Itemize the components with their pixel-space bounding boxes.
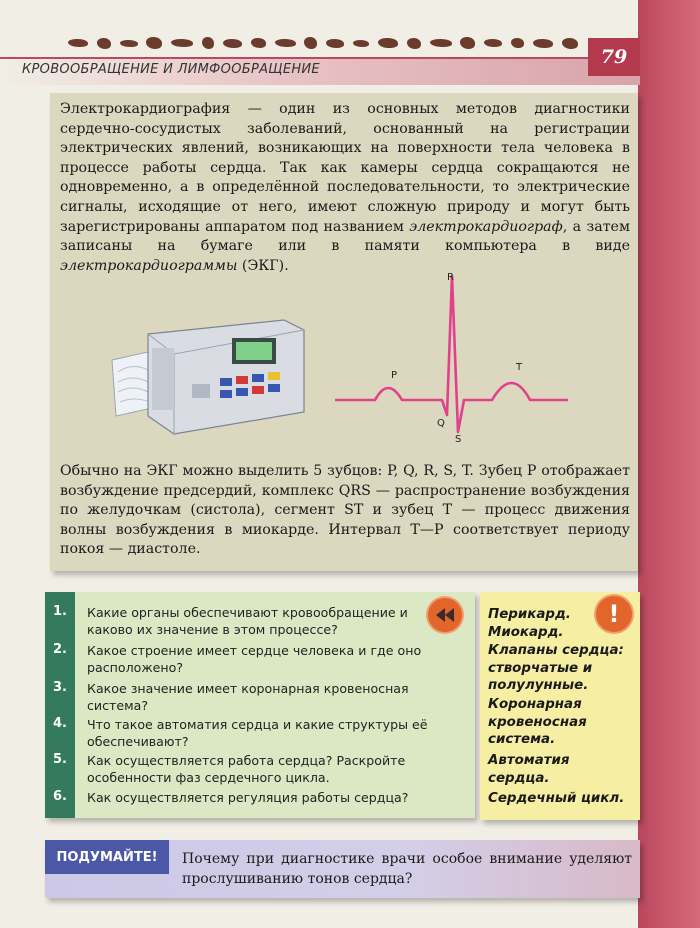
key-term: Коронарная кровеносная система.	[488, 697, 587, 747]
key-term: Миокард.	[488, 625, 564, 640]
paragraph-ecg-intro-part2: , а затем записаны на бумаге или в памяти компьютера в виде	[60, 218, 630, 255]
question-text: Что такое автоматия сердца и какие структуры её обеспечивают?	[87, 717, 428, 749]
question-number: 2.	[53, 642, 67, 657]
question-text: Какое строение имеет сердце человека и где оно расположено?	[87, 643, 422, 675]
think-question: Почему при диагностике врачи особое внимание уделяют прослушиванию тонов сердца?	[182, 851, 632, 887]
page-number: 79	[600, 46, 628, 68]
exclamation-icon: !	[596, 596, 632, 632]
question-item	[45, 789, 475, 823]
ecg-label-r: R	[447, 272, 454, 283]
paragraph-ecg-waves: Обычно на ЭКГ можно выделить 5 зубцов: P, Q, R, S, T. Зубец P отображает возбуждение предсердий, комплекс QRS — распространение возбуждения по желудочкам (систола), сегмент ST и зубец T — процесс движения волны возбуждения в миокарде. Интервал T—P соответствует периоду покоя — диастоле.	[60, 463, 630, 558]
paragraph-ecg-intro	[60, 100, 630, 276]
key-term: Перикард.	[488, 607, 571, 622]
rewind-icon	[428, 598, 462, 632]
ecg-line	[335, 276, 568, 432]
paragraph-ecg-intro-part1: Электрокардиография — один из основных методов диагностики сердечно-сосудистых заболеваний, основанный на регистрации электрических явлений, возникающих на поверхности тела человека в процессе работы сердца. Так как камеры сердца сокращаются не одновременно, а в определённой последовательности, то электрические сигналы, исходящие от него, имеют сложную природу и могут быть зарегистрированы аппаратом под названием	[60, 101, 630, 235]
question-text: Какое значение имеет коронарная кровеносная система?	[87, 681, 409, 713]
question-number: 6.	[53, 789, 67, 804]
think-badge: ПОДУМАЙТЕ!	[45, 840, 169, 874]
question-number: 4.	[53, 716, 67, 731]
question-number: 1.	[53, 604, 67, 619]
key-term: Сердечный цикл.	[488, 791, 625, 806]
question-item	[45, 604, 475, 638]
question-item	[45, 752, 475, 786]
ecg-machine-illustration	[108, 312, 308, 442]
question-text: Какие органы обеспечивают кровообращение и каково их значение в этом процессе?	[87, 605, 408, 637]
question-item	[45, 680, 475, 714]
question-number: 3.	[53, 680, 67, 695]
page-number-box	[588, 38, 640, 76]
key-term: Автоматия сердца.	[488, 753, 570, 786]
chapter-title: КРОВООБРАЩЕНИЕ И ЛИМФООБРАЩЕНИЕ	[22, 62, 320, 77]
term-electrocardiogram: электрокардиограммы	[60, 257, 238, 274]
ecg-label-q: Q	[437, 418, 445, 429]
question-item	[45, 642, 475, 676]
page-edge	[638, 0, 700, 928]
animal-strip	[68, 32, 578, 54]
key-term: Клапаны сердца: створчатые и полулунные.	[488, 643, 624, 693]
term-electrocardiograph: электрокардиограф	[409, 218, 563, 235]
paragraph-ecg-intro-part3: (ЭКГ).	[237, 257, 289, 274]
ecg-label-p: P	[391, 370, 398, 381]
question-number: 5.	[53, 752, 67, 767]
ecg-label-t: T	[516, 362, 523, 373]
question-item	[45, 716, 475, 750]
ecg-trace	[330, 270, 570, 450]
question-text: Как осуществляется работа сердца? Раскройте особенности фаз сердечного цикла.	[87, 753, 406, 785]
ecg-label-s: S	[455, 434, 462, 445]
question-text: Как осуществляется регуляция работы сердца?	[87, 790, 409, 805]
